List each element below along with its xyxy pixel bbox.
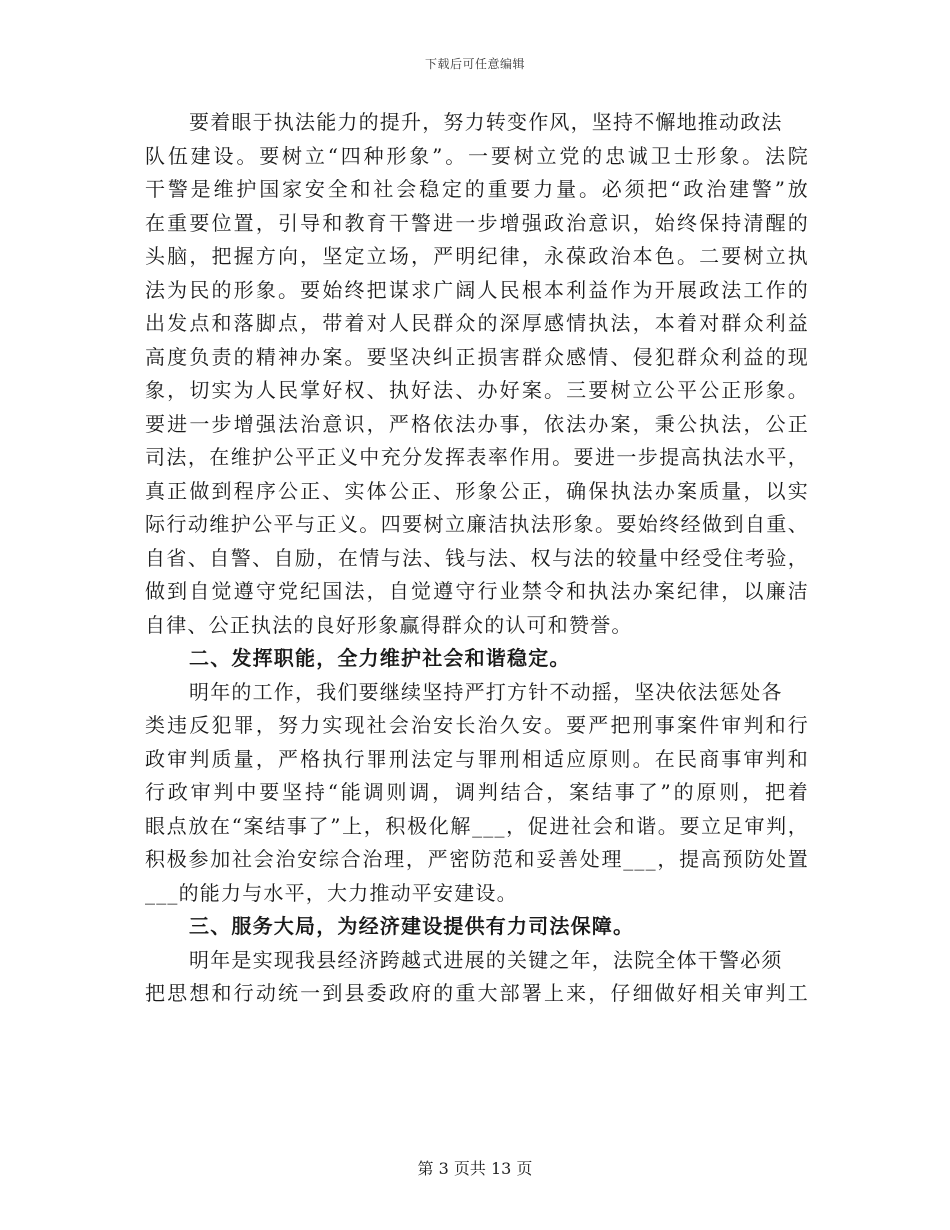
paragraph-line: 头脑，把握方向，坚定立场，严明纪律，永葆政治本色。二要树立执 — [145, 244, 809, 268]
paragraph-line: 做到自觉遵守党纪国法，自觉遵守行业禁令和执法办案纪律，以廉洁 — [145, 579, 809, 603]
paragraph-line: 出发点和落脚点，带着对人民群众的深厚感情执法，本着对群众利益 — [145, 311, 809, 335]
paragraph-line: 积极参加社会治安综合治理，严密防范和妥善处理___，提高预防处置 — [145, 847, 809, 871]
paragraph-line: 在重要位置，引导和教育干警进一步增强政治意识，始终保持清醒的 — [145, 210, 809, 235]
paragraph-line: 真正做到程序公正、实体公正、形象公正，确保执法办案质量，以实 — [145, 478, 809, 503]
paragraph-line: 要着眼于执法能力的提升，努力转变作风，坚持不懈地推动政法 — [189, 110, 783, 134]
paragraph-line: 类违反犯罪，努力实现社会治安长治久安。要严把刑事案件审判和行 — [145, 713, 809, 737]
page-header-note: 下载后可任意编辑 — [424, 57, 525, 71]
section-heading: 三、服务大局，为经济建设提供有力司法保障。 — [189, 914, 635, 938]
paragraph-line: 高度负责的精神办案。要坚决纠正损害群众感情、侵犯群众利益的现 — [145, 344, 809, 369]
paragraph-line: 干警是维护国家安全和社会稳定的重要力量。必须把“政治建警”放 — [145, 177, 809, 201]
paragraph-line: 象，切实为人民掌好权、执好法、办好案。三要树立公平公正形象。 — [145, 378, 809, 402]
paragraph-line: 司法，在维护公平正义中充分发挥表率作用。要进一步提高执法水平， — [145, 445, 809, 469]
document-body — [145, 106, 809, 1011]
page-footer: 第 3 页共 13 页 — [417, 1159, 533, 1178]
paragraph-line: 际行动维护公平与正义。四要树立廉洁执法形象。要始终经做到自重、 — [145, 512, 809, 536]
paragraph-line: 行政审判中要坚持“能调则调，调判结合，案结事了”的原则，把着 — [145, 780, 809, 804]
paragraph-line: 队伍建设。要树立“四种形象”。一要树立党的忠诚卫士形象。法院 — [145, 143, 809, 168]
section-heading: 二、发挥职能，全力维护社会和谐稳定。 — [189, 646, 571, 670]
paragraph-line: ___的能力与水平，大力推动平安建设。 — [145, 880, 518, 905]
paragraph-line: 法为民的形象。要始终把谋求广阔人民根本利益作为开展政法工作的 — [145, 277, 809, 302]
paragraph-line: 眼点放在“案结事了”上，积极化解___，促进社会和谐。要立足审判， — [145, 813, 809, 838]
paragraph-line: 明年是实现我县经济跨越式进展的关键之年，法院全体干警必须 — [189, 947, 783, 972]
paragraph-line: 政审判质量，严格执行罪刑法定与罪刑相适应原则。在民商事审判和 — [145, 746, 809, 771]
paragraph-line: 自律、公正执法的良好形象赢得群众的认可和赞誉。 — [145, 612, 633, 637]
paragraph-line: 要进一步增强法治意识，严格依法办事，依法办案，秉公执法，公正 — [145, 411, 809, 436]
paragraph-line: 明年的工作，我们要继续坚持严打方针不动摇，坚决依法惩处各 — [189, 679, 783, 704]
paragraph-line: 把思想和行动统一到县委政府的重大部署上来，仔细做好相关审判工 — [145, 981, 809, 1005]
paragraph-line: 自省、自警、自励，在情与法、钱与法、权与法的较量中经受住考验， — [145, 545, 809, 570]
